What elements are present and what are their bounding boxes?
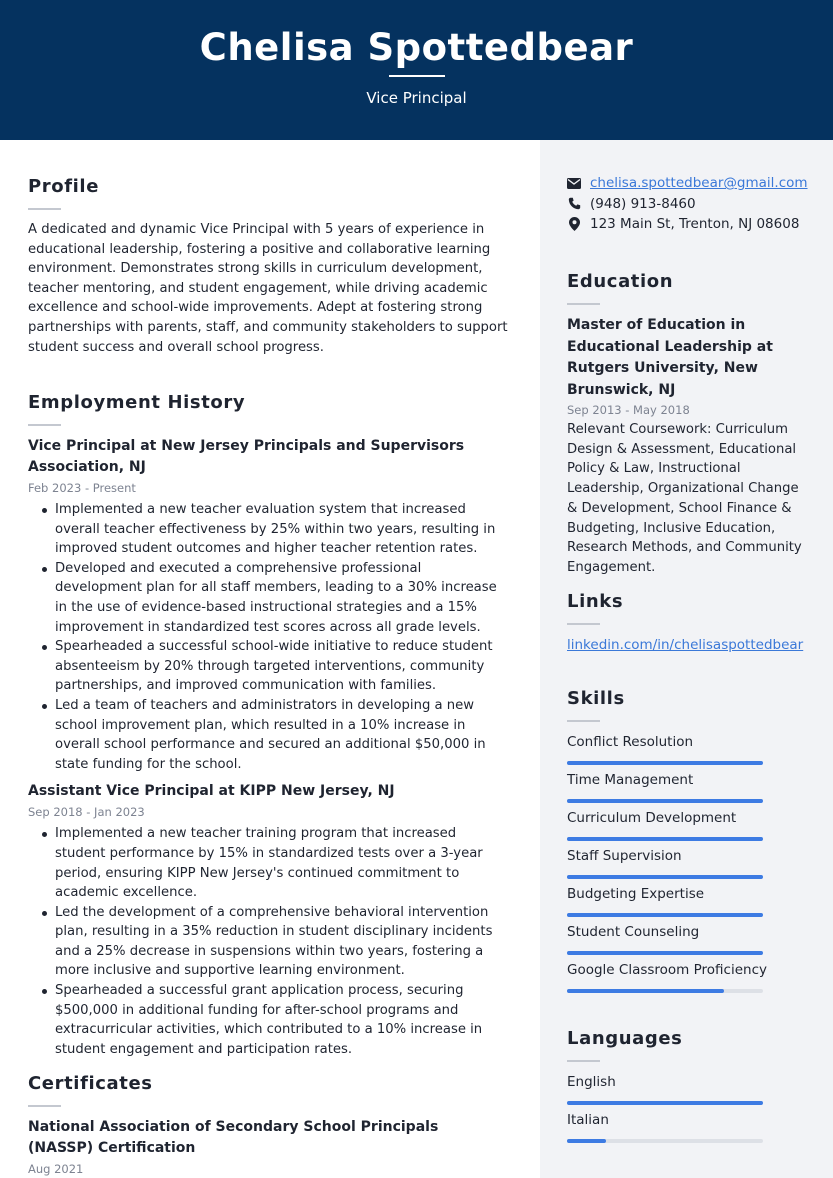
- job-dates: Feb 2023 - Present: [28, 481, 136, 495]
- job-bullet: Led the development of a comprehensive behavioral intervention plan, resulting in a 35% reduction in student disciplinary incidents and a 25% decrease in suspensions within two years, fostering a more inclusive and supportive learning environment.: [28, 903, 508, 981]
- certificates-section: [28, 1072, 508, 1178]
- phone-number: (948) 913-8460: [590, 195, 696, 212]
- language-bar-fill: [567, 1101, 763, 1105]
- skills-heading: Skills: [567, 688, 625, 709]
- skill-item: [567, 922, 812, 960]
- skill-bar: [567, 951, 763, 955]
- section-divider: [28, 208, 61, 210]
- skill-bar: [567, 837, 763, 841]
- linkedin-link[interactable]: linkedin.com/in/chelisaspottedbear: [567, 637, 804, 653]
- job-dates: Sep 2018 - Jan 2023: [28, 805, 145, 820]
- employment-heading: Employment History: [28, 392, 246, 413]
- degree-details: Relevant Coursework: Curriculum Design & Assessment, Educational Policy & Law, Instructional Leadership, Organizational Change & Development, School Finance & Budgeting, Inclusive Education, Research Methods, and Community Engagement.: [567, 422, 802, 575]
- section-divider: [567, 303, 600, 305]
- header-divider: [389, 75, 445, 77]
- job-bullets: [28, 824, 508, 1059]
- links-section: [567, 590, 812, 655]
- location-pin-icon: [567, 217, 581, 231]
- profile-heading: Profile: [28, 176, 100, 197]
- contact-email-row: [567, 173, 812, 194]
- section-divider: [567, 1060, 600, 1062]
- skill-item: [567, 808, 812, 846]
- skill-bar-fill: [567, 761, 763, 765]
- job-bullet: Implemented a new teacher training program that increased student performance by 15% in standardized tests over a 3-year period, ensuring KIPP New Jersey's continued commitment to academic excellence.: [28, 824, 508, 902]
- education-heading: Education: [567, 271, 674, 292]
- skill-name: Staff Supervision: [567, 848, 682, 864]
- skill-bar: [567, 913, 763, 917]
- skill-bar-fill: [567, 913, 763, 917]
- section-divider: [28, 424, 61, 426]
- profile-section: [28, 175, 508, 357]
- envelope-icon: [567, 176, 581, 190]
- language-bar-fill: [567, 1139, 606, 1143]
- skill-item: [567, 960, 812, 998]
- language-item: [567, 1110, 812, 1148]
- degree-dates: Sep 2013 - May 2018: [567, 403, 690, 417]
- job-bullet: Spearheaded a successful grant application process, securing $500,000 in additional funding for after-school programs and extracurricular activities, which contributed to a 10% increase in student engagement and participation rates.: [28, 981, 508, 1059]
- skill-bar-fill: [567, 951, 763, 955]
- contact-phone-row: [567, 194, 812, 215]
- language-item: [567, 1072, 812, 1110]
- header-banner: [0, 0, 833, 140]
- job-title: Assistant Vice Principal at KIPP New Jersey, NJ: [28, 783, 395, 800]
- skill-name: Curriculum Development: [567, 810, 737, 826]
- job-entry: [28, 781, 508, 1059]
- section-divider: [567, 623, 600, 625]
- skill-name: Google Classroom Proficiency: [567, 962, 767, 978]
- job-bullets: [28, 500, 508, 774]
- language-name: English: [567, 1074, 616, 1090]
- skill-item: [567, 770, 812, 808]
- address: 123 Main St, Trenton, NJ 08608: [590, 216, 800, 232]
- phone-icon: [567, 197, 581, 211]
- job-title: Vice Principal at New Jersey Principals and Supervisors Association, NJ: [28, 438, 465, 475]
- skill-item: [567, 732, 812, 770]
- skills-section: [567, 687, 812, 998]
- employment-section: [28, 391, 508, 1059]
- contact-address-row: [567, 214, 812, 235]
- skill-name: Conflict Resolution: [567, 734, 694, 750]
- degree-title: Master of Education in Educational Leadership at Rutgers University, New Brunswick, NJ: [567, 317, 773, 398]
- skill-bar: [567, 761, 763, 765]
- skill-bar-fill: [567, 989, 724, 993]
- languages-heading: Languages: [567, 1028, 683, 1049]
- contact-block: [567, 173, 812, 235]
- skills-list: [567, 732, 812, 998]
- job-bullet: Implemented a new teacher evaluation system that increased overall teacher effectiveness by 25% within two years, resulting in improved student outcomes and higher teacher retention rates.: [28, 500, 508, 559]
- skill-bar: [567, 989, 763, 993]
- links-heading: Links: [567, 591, 624, 612]
- skill-bar-fill: [567, 837, 763, 841]
- certificate-date: Aug 2021: [28, 1162, 84, 1176]
- skill-item: [567, 884, 812, 922]
- profile-text: A dedicated and dynamic Vice Principal with 5 years of experience in educational leadership, fostering a positive and collaborative learning environment. Demonstrates strong skills in curriculum development, teacher mentoring, and student engagement, while driving academic excellence and school-wide improvements. Adept at fostering strong partnerships with parents, staff, and community stakeholders to support student success and overall school progress.: [28, 222, 508, 355]
- skill-name: Time Management: [567, 772, 694, 788]
- language-bar: [567, 1139, 763, 1143]
- skill-name: Budgeting Expertise: [567, 886, 705, 902]
- candidate-name: Chelisa Spottedbear: [199, 26, 634, 69]
- job-bullet: Spearheaded a successful school-wide initiative to reduce student absenteeism by 20% through targeted interventions, community partnerships, and improved communication with families.: [28, 637, 508, 696]
- job-bullet: Led a team of teachers and administrators in developing a new school improvement plan, which resulted in a 10% increase in overall school performance and secured an additional $50,000 in state funding for the school.: [28, 696, 508, 774]
- section-divider: [28, 1105, 61, 1107]
- education-section: [567, 270, 812, 578]
- section-divider: [567, 720, 600, 722]
- certificate-title: National Association of Secondary School Principals (NASSP) Certification: [28, 1119, 439, 1156]
- skill-bar-fill: [567, 799, 763, 803]
- job-bullet: Developed and executed a comprehensive professional development plan for all staff members, leading to a 30% increase in the use of evidence-based instructional strategies and a 15% improvement in standardized test scores across all grade levels.: [28, 559, 508, 637]
- skill-bar-fill: [567, 875, 763, 879]
- email-link[interactable]: chelisa.spottedbear@gmail.com: [590, 175, 808, 191]
- skill-item: [567, 846, 812, 884]
- language-bar: [567, 1101, 763, 1105]
- languages-section: [567, 1027, 812, 1148]
- certificates-heading: Certificates: [28, 1073, 153, 1094]
- skill-bar: [567, 875, 763, 879]
- skill-name: Student Counseling: [567, 924, 700, 940]
- job-entry: [28, 436, 508, 774]
- skill-bar: [567, 799, 763, 803]
- language-name: Italian: [567, 1112, 609, 1128]
- candidate-job-title: Vice Principal: [366, 89, 467, 107]
